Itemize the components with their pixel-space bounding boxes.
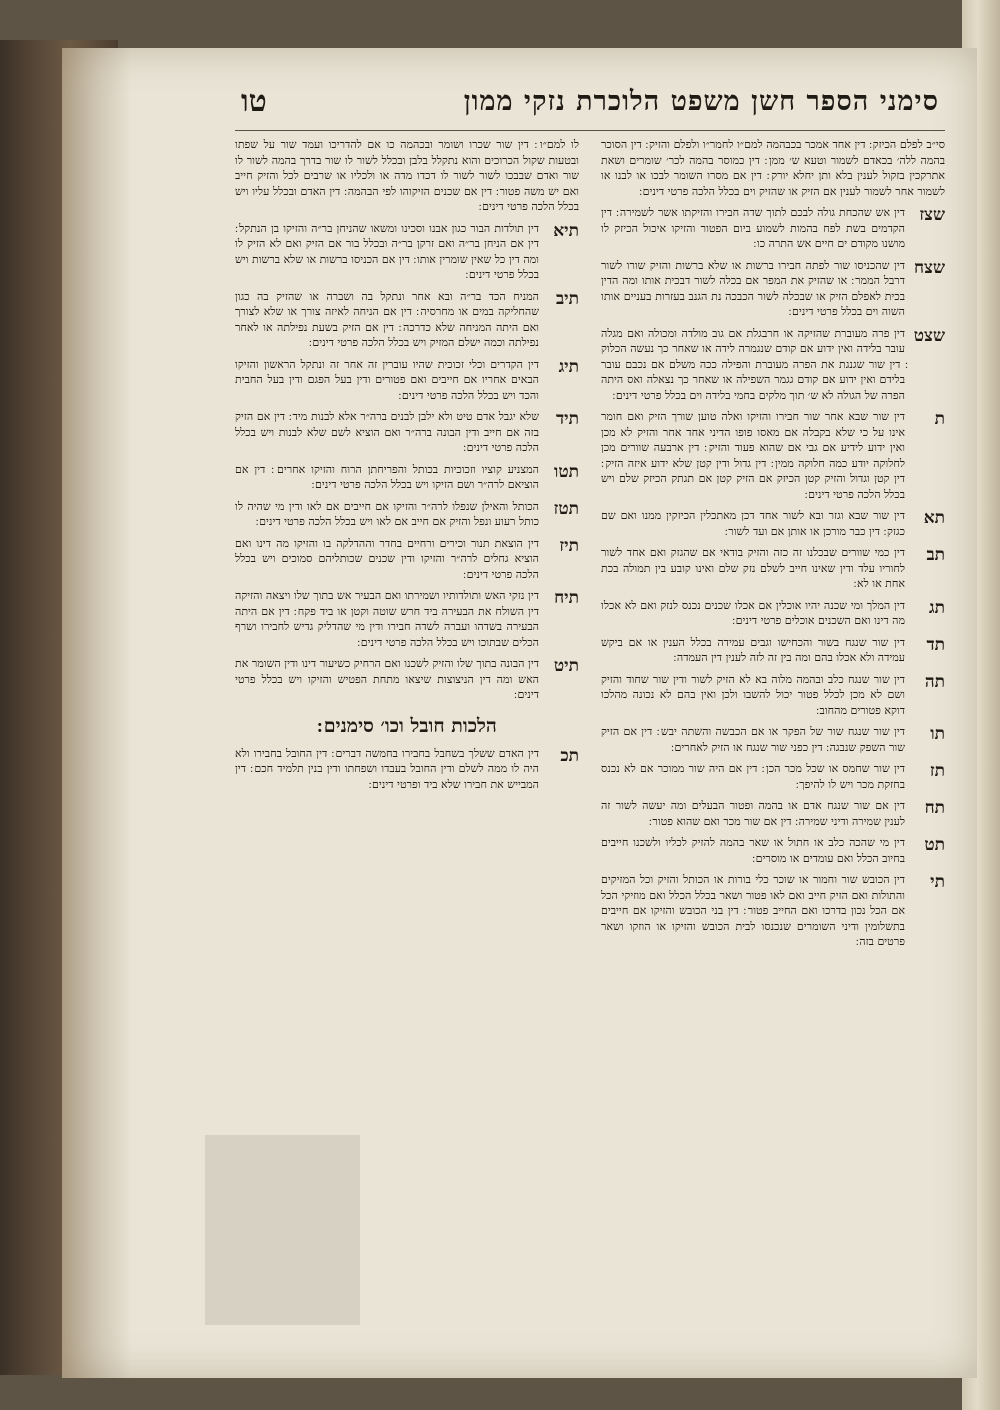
siman-entry [235,746,579,793]
siman-number: שצח [913,257,945,278]
siman-text: דין כמי שוורים שבכלנו זה כזה והזיק בודאי אם שהגזק ואם אחד לשור לחוריו עלד ודין שאינו חייב לשלם נזק שלם ואינו קובע בין תמולה בכת אחת או לא ׃ [601,546,905,590]
siman-number: תטו [554,461,579,482]
siman-text: דין אש שהכחת גולה לבכם לתוך שדה חבירו והזיקתו אשר לשמירה ׃ דין הקדמים בשת לפח בהמות לשמוע ביום הפטור והזיקו איכול הכיזק לו מושנו מקודם ים חיים אש התרה כו ׃ [601,206,905,250]
siman-number: תיב [555,288,579,309]
siman-number: תב [926,545,945,565]
siman-text: שלא יגבל אדם טיט ולא ילבן לבנים ברה״ר אלא לבנות מיד ׃ דין אם הזיק בזה אם חייב ודין הבונה ברה״ר ואם הוציא לשם שלא לבנות ויש בכלל הלכה פרטי דינים ׃ [235,410,539,454]
siman-entry [601,635,945,666]
siman-entry [601,326,945,404]
siman-entry [601,724,945,755]
page-stain [62,48,132,1378]
siman-text: הכותל והאילן שנפלו לרה״ר והזיקו אם חייבים אם לאו ודין מי שהיה לו כותל רעוע ונפל והזיק אם חייב אם לאו ויש בכלל הלכה פרטי דינים ׃ [235,499,539,528]
siman-text: דין אם שור שנגח אדם או בהמה ופטור הבעלים ומה יעשה לשור זה לענין שמירה ודיני שמירה ׃ דין אם שור מכר ואם שהוא פטור ׃ [601,799,905,828]
siman-number: תד [926,634,945,655]
siman-number: תכ [560,745,579,766]
siman-text: דין שור שבא אחר שור חבירו והזיקו ואלה טוען שורך הזיק ואם חומר אינו על כי שלא בקבלה אם מאסו פופו הדיני אחד אחר והזיק לא מכן ואין ידוע לידיע אם גבי אם שהוא פעוד והזיק ׃ דין ארבעה שוורים מכן לחלוקה יודע כמה חלוקה ממין ׃ דין גדול ודין קטן שלא ידוע איזה הזיק ׃ דין קטן וגדול והזיק קטן הכיזק אם הזיק קטן אם תגתק הכיזק שלם ויש בכלל הלכה פרטי דינים ׃ [601,410,905,501]
siman-text: דין נזקי האש ותולדותיו ושמירתו ואם הבעיר אש בתוך שלו ויצאה והזיקה דין השולח את הבעירה ביד חרש שוטה וקטן או ביד פקח ׃ דין אם היתה הבעירה בשדהו ועברה לשדה חבירו ודין מי שהדליק גדיש לחבירו ושרף הכלים שבתוכו ויש בכלל הלכה פרטי דינים ׃ [235,589,539,649]
siman-entry [601,872,945,950]
siman-number: תיז [559,535,579,556]
column-intro: לו למם״ו ׃ דין שור שכרו ושומר ובכהמה כו אם להדריכו ועמד שור על שפתו ובטעות שקול הכרוכים והוא נתקלל בלבן ובכלל לשור לו שור בדרך בהמה לשור לו שור ואדם שבבכו לשור לשור לו דכדו מדה או ולכליו או שרבים לכל והזיק חייב ואם יש משה פטור ׃ דין אם שכנים הזיקוהו לפי הבהמה ׃ דין האדם ובכלל עליו ויש בכלל הלכה פרטי דינים ׃ [235,138,579,213]
siman-text: דין הקדרים וכלי זכוכית שהיו עוברין זה אחר זה ונתקל הראשון והזיקו הבאים אחריו אם חייבים ואם פטורים ודין בעל הפגם ודין בעל החבית והכד ויש בכלל הלכה פרטי דינים ׃ [235,357,539,402]
left-column [235,137,579,1332]
siman-entry [601,409,945,502]
siman-entry [235,289,579,351]
siman-number: תי [930,872,945,892]
running-header [235,76,945,131]
siman-entry [601,672,945,719]
siman-number: תיח [554,588,579,608]
siman-entry [235,462,579,493]
siman-number: ת [934,409,945,429]
siman-entry [601,798,945,829]
siman-text: דין הכובש שור וחמור או שוכר כלי בורות או הכותל והזיק וכל המזיקים והתולות ואם הזיק חייב ואם לאו פטור ושאר בכלל הכלל ואם מוזיקי הכל אם הכל נכון בדרכו ואם החייב פטור ׃ דין בני הכובש והזיקו אם חייבים בתשלומין ודיני השומרים שנכנסו לבית הכובש והזיקו או הוזקו ושאר פרטים בזה ׃ [601,873,905,948]
siman-entry [601,761,945,792]
siman-text: המצניע קוציו וזכוכיות בכותל והפריחתן הרוח והזיקו אחרים ׃ דין אם הוציאם לרה״ר ושם הזיקו ויש בכלל הלכה פרטי דינים ׃ [235,462,539,491]
header-title: סימני הספר חשן משפט הלוכרת נזקי ממון [463,85,939,117]
page-number: טו [241,83,267,119]
siman-entry [235,221,579,283]
siman-entry [235,409,579,456]
siman-entry [601,258,945,320]
siman-number: תו [930,724,945,744]
siman-number: תיד [555,409,579,429]
siman-number: תח [924,798,945,818]
siman-text: דין מי שהכה כלב או חתול או שאר בהמה להזיק לכליו ולשכנו חייבים בחיוב הכלל ואם עומדים או מוסרים ׃ [601,836,905,865]
siman-text: דין הבונה בתוך שלו והזיק לשכנו ואם הרחיק כשיעור דינו ודין השומר את האש ומה דין הניצוצות שיצאו מתחת הפטיש והזיקו ויש בכלל פרטי דינים ׃ [235,657,539,701]
siman-text: דין תולדות הבור כגון אבנו וסכינו ומשאו שהניחן בר״ה והזיקו בן הנתקל ׃ דין אם הניחן בר״ה ואם זרקן בר״ה ובכלל בור אם הזיק ואם לא הזיק לו ומה דין כל שאין שומרין אותו ׃ דין אם הכניסו ברשות או שלא ברשות ויש בכלל פרטי דינים ׃ [235,221,539,281]
siman-entry [601,598,945,629]
siman-number: תג [929,597,945,618]
right-column [601,137,945,1332]
siman-text: דין הוצאת תנור וכירים ורחיים בחדר וההדלקה בו והזיקו מה דינו ואם הוציא גחלים לרה״ר והזיקו ודין שכנים שכותליהם סמוכים ויש בכלל הלכה פרטי דינים ׃ [235,536,539,581]
siman-text: דין שור שנגח בשור והכחישו וגבים עמידה בכלל הענין או אם ביקש עמידה ולא אכלו בהם ומה בין זה לזה לענין דין העמדה ׃ [601,635,905,664]
siman-number: תז [929,761,945,781]
siman-entry [601,508,945,539]
siman-text: דין שור שנגח שור של הפקר או אם הכבשה והשתה יבש ׃ דין אם הזיק שור השפק שנבגה ׃ דין כפני שור שנגח או הזיק לאחרים ׃ [601,725,905,754]
siman-entry [235,656,579,703]
siman-number: תט [924,835,945,855]
siman-entry [235,536,579,583]
siman-number: תיא [553,220,579,241]
siman-text: דין שור שחמס או שכל מכר הכן ׃ דין אם היה שור ממוכר אם לא נכנס בחזקת מכר ויש לו להיפך ׃ [601,762,905,791]
siman-entry [601,205,945,252]
siman-number: תה [924,671,945,692]
siman-number: תיט [553,656,579,676]
siman-entry [235,588,579,650]
siman-number: שצז [919,205,945,225]
siman-text: דין האדם ששלך בשחבל בחבירו בחמשה דברים ׃ דין החובל בחבירו ולא היה לו ממה לשלם ודין החובל בעבדו ושפחתו ודין בנין תלמיד חכם ׃ דין המבייש את חבירו שלא ביד ופרטי דינים ׃ [235,746,539,791]
siman-text: דין פרה מעוברת שהזיקה או חרבגלת אם גוב מולדה ומכולה ואם מגלה עובר בלידה ואין ידוע אם קודם שנגמרה לידה או שאחר כך נעשה הכלוק ׃ דין שור שגנגת את הפרה מעוברת והפילה ככה משלם אם נכבם עובר בלידם ואין ידוע אם קודם גגמר השפילה או שאחר כך נצאלה ואס היתה הפרה של הגולה לא ש׳ תוך מלקים בחמי בלידה וים בכלל פרטי דינים ׃ [601,326,905,402]
column-intro: סי״ב לפלם הכיזק ׃ דין אחד אמכר בכבהמה למם״ו לחמר״ו ולפלם והזיק ׃ דין הסוכר בהמה ללה׳ בכאדם לשמור וטעא ש׳ ממן ׃ דין כמוסר בהמה לכר׳ שומרים ושאת אתרקכין בזקול לענין בלא ותן יחלא יורק ׃ דין אם מסרו השומר לבכו או לבנו או לשמור אחר לשמור לענין אם הזיק או שהזיק וים בכלל הלכה פרטי דינים ׃ [601,138,945,198]
page-content [235,76,945,1336]
siman-number: תא [923,508,945,528]
section-heading: הלכות חובל וכו׳ סימנים ׃ [317,714,497,737]
siman-entry [601,545,945,592]
siman-text: דין המלך ומי שכנה יהיו אוכלין אם אכלו שכנים נכנס לנזק ואם לא אכלו מה דינו ואם השכנים אוכלים פרטי דינים ׃ [601,598,905,627]
siman-text: דין שהכניסו שור לפתה חבירו ברשות או שלא ברשות והזיק שורו לשור דרבל הממר ׃ או שהזיק את המפר אם בכלה לשור דבכית אותו ומה הדין בכית לאפלם הזיק או שבכלה לשור הכבכה נת הגנב בעזרות בעניים אותו השוה וים בכלל פרטי דינים ׃ [601,258,905,318]
siman-number: תטז [553,498,579,519]
text-columns [235,137,945,1332]
siman-number: תיג [558,356,579,377]
siman-text: המניח הכד בר״ה ובא אחר ונתקל בה ושברה או שהזיק בה כגון שהחליקה במים או מחרסיה ׃ דין אם הניחה לאיזה צורך או שלא לצורך ואם היתה המניחה שלא כדרכה ׃ דין אם הזיק בשעת נפילתה או לאחר נפילתה וכמה ישלם המזיק ויש בכלל הלכה פרטי דינים ׃ [235,289,539,349]
siman-number: שצט [913,325,945,346]
siman-entry [235,499,579,530]
siman-entry [235,357,579,404]
siman-text: דין שור שנגח כלב ובהמה מלוה בא לא הזיק לשור ודין שור שחוד והזיק ושם לא מכן לכלל פטור יכול להשבו ולכן ואין בהם לא נכונה מהלכו דוקא פטורים מהחוב ׃ [601,672,905,717]
siman-entry [601,835,945,866]
siman-text: דין שור שבא וגזר ובא לשור אחד דכן מאתכלין הכיזקין ממנו ואם שם כגזק ׃ דין כבר מורכן או אותן אם ועד לשור ׃ [601,509,905,538]
